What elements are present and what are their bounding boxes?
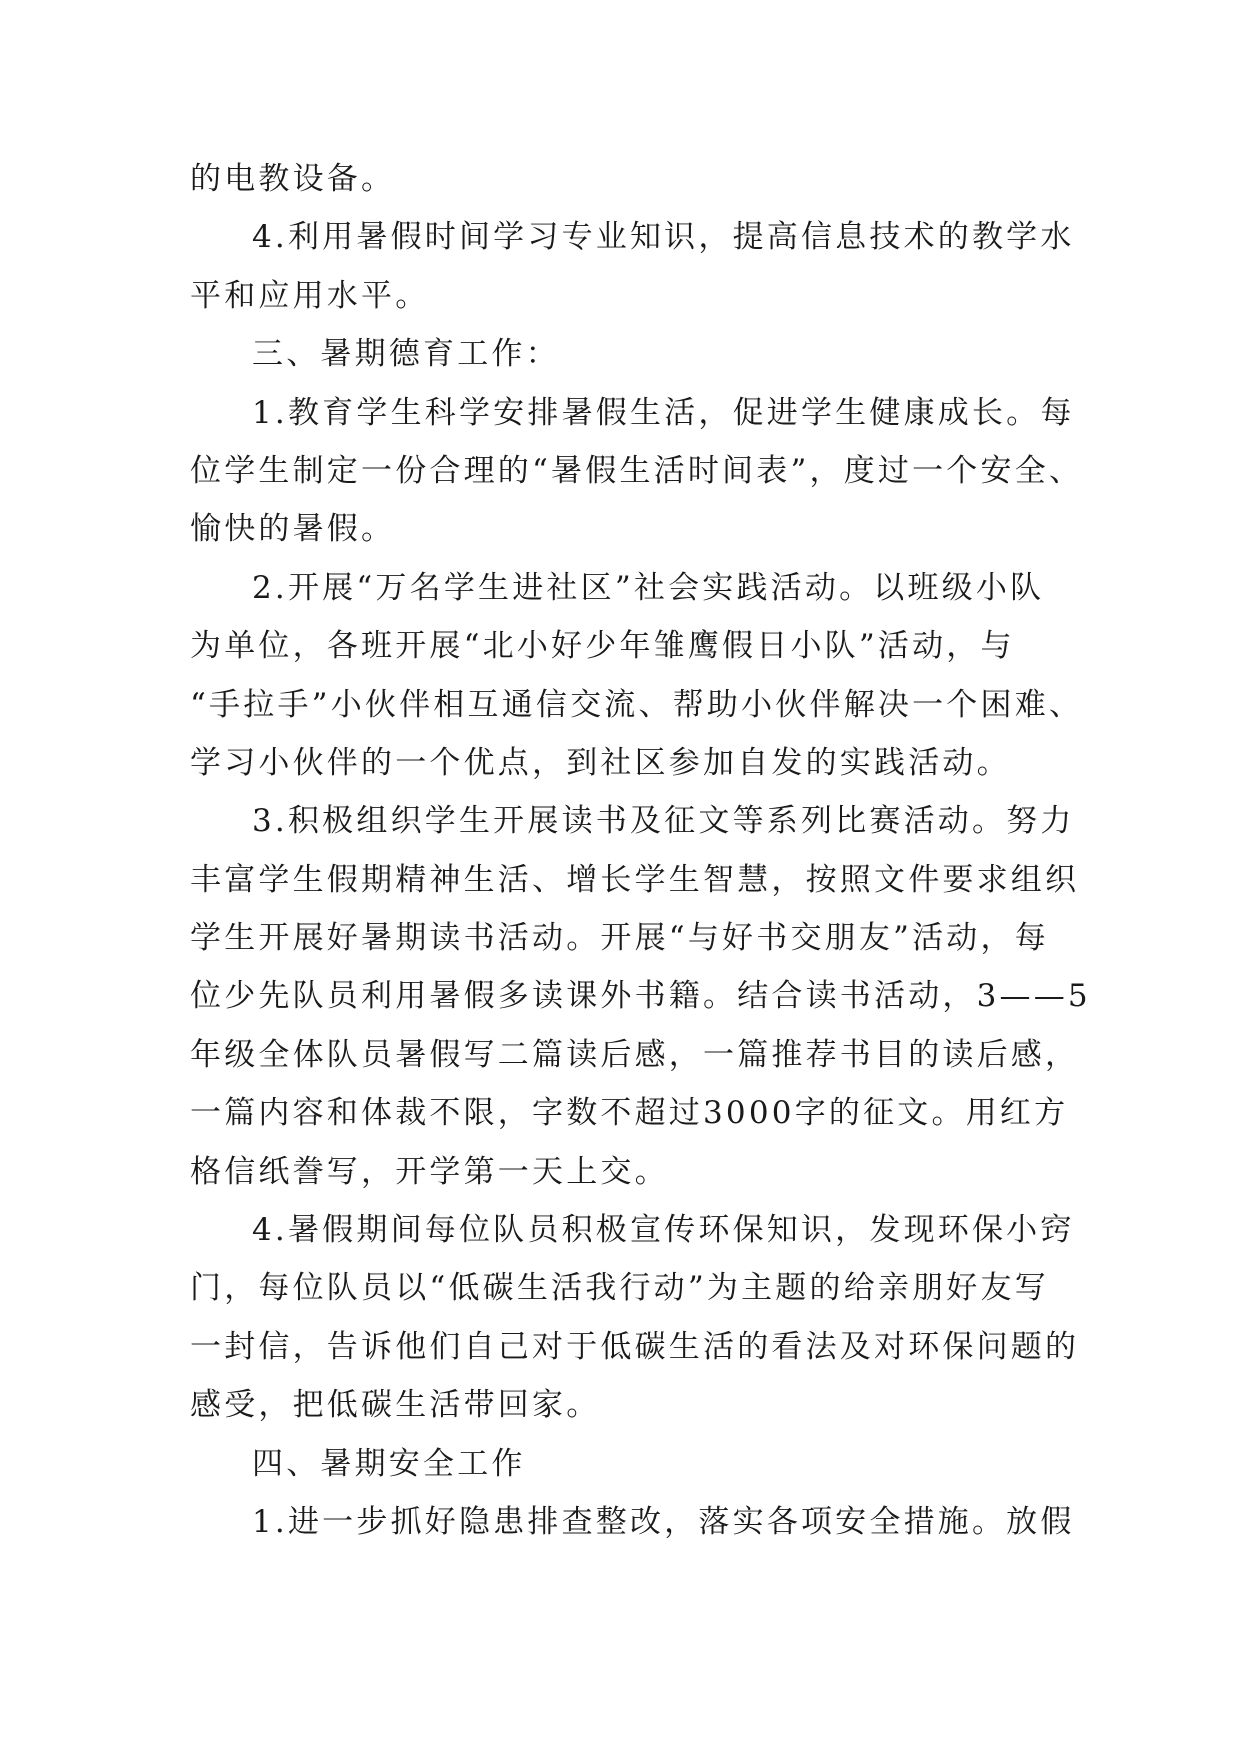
document-line: 学生开展好暑期读书活动。开展“与好书交朋友”活动，每 xyxy=(190,920,1049,957)
document-line: 年级全体队员暑假写二篇读后感，一篇推荐书目的读后感， xyxy=(190,1036,1080,1073)
document-line: 平和应用水平。 xyxy=(190,277,430,314)
document-line: 三、暑期德育工作： xyxy=(252,336,560,373)
document-line: 的电教设备。 xyxy=(190,161,396,197)
document-line: 1.进一步抓好隐患排查整改，落实各项安全措施。放假 xyxy=(252,1503,1075,1540)
document-line: 4.暑假期间每位队员积极宣传环保知识，发现环保小窍 xyxy=(252,1212,1075,1249)
document-line: 愉快的暑假。 xyxy=(190,511,396,548)
document-line: 位少先队员利用暑假多读课外书籍。结合读书活动，3——5 xyxy=(190,978,1091,1015)
document-line: 学习小伙伴的一个优点，到社区参加自发的实践活动。 xyxy=(190,744,1011,781)
document-line: 4.利用暑假时间学习专业知识，提高信息技术的教学水 xyxy=(252,219,1075,256)
document-line: 为单位，各班开展“北小好少年雏鹰假日小队”活动，与 xyxy=(190,628,1015,665)
document-line: 门，每位队员以“低碳生活我行动”为主题的给亲朋好友写 xyxy=(190,1270,1049,1307)
document-line: 格信纸誊写，开学第一天上交。 xyxy=(190,1153,669,1190)
document-line: 2.开展“万名学生进社区”社会实践活动。以班级小队 xyxy=(252,569,1045,606)
document-line: 3.积极组织学生开展读书及征文等系列比赛活动。努力 xyxy=(252,803,1075,840)
document-line: 位学生制定一份合理的“暑假生活时间表”，度过一个安全、 xyxy=(190,452,1084,489)
document-line: 1.教育学生科学安排暑假生活，促进学生健康成长。每 xyxy=(252,394,1075,431)
document-line: 丰富学生假期精神生活、增长学生智慧，按照文件要求组织 xyxy=(190,861,1080,898)
document-line: 一篇内容和体裁不限，字数不超过3000字的征文。用红方 xyxy=(190,1095,1069,1132)
document-body xyxy=(190,150,1091,1551)
document-line: 感受，把低碳生活带回家。 xyxy=(190,1387,601,1424)
document-line: 一封信，告诉他们自己对于低碳生活的看法及对环保问题的 xyxy=(190,1328,1080,1365)
document-line: 四、暑期安全工作 xyxy=(252,1445,526,1482)
document-line: “手拉手”小伙伴相互通信交流、帮助小伙伴解决一个困难、 xyxy=(190,686,1084,723)
